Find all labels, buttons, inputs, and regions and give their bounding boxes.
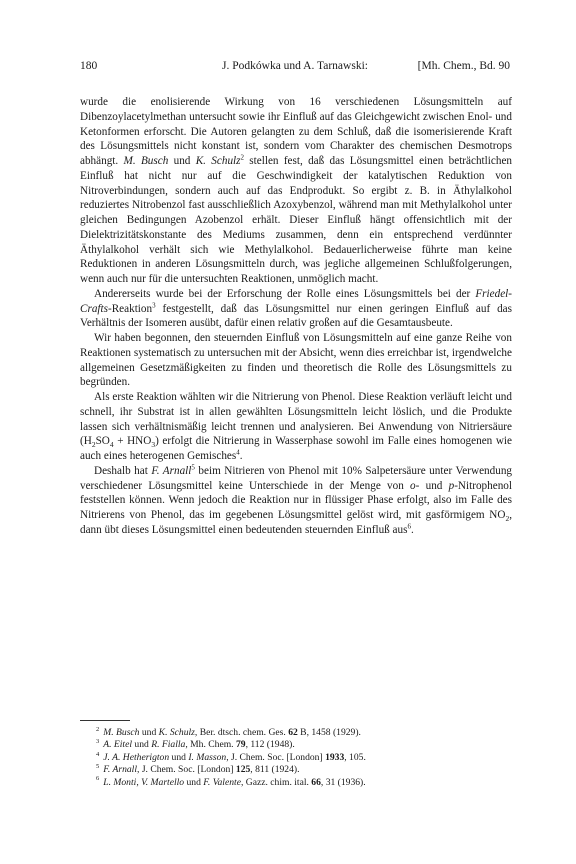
footnote [96,752,512,764]
text-run: , Gazz. chim. ital. [240,776,312,788]
text-run: Andererseits wurde bei der Erforschung der Rolle eines Lösungsmittels bei der [94,287,476,300]
header-authors: J. Podkówka und A. Tarnawski: [222,60,368,72]
text-run: ) erfolgt die Nitrierung in Wasserphase sowohl im Falle eines homogenen wie auch eines heterogenen Gemisches [80,435,512,462]
text-run: 79 [235,739,246,751]
text-run: 66 [311,776,321,788]
text-run: K. Schulz [158,727,195,738]
text-run: A. Eitel [103,739,133,751]
text-run: und [169,751,189,763]
footnote-number: 6 [96,775,100,783]
text-run: . [410,523,414,536]
subscript: 4 [109,440,114,450]
running-header [80,60,510,76]
footnote-number: 5 [96,763,100,771]
text-run: M. Busch [123,155,169,167]
text-run: F. Arnall [103,764,138,776]
text-run: + HNO [113,435,152,448]
text-run: , J. Chem. Soc. [London] [226,751,326,763]
text-run: Wir haben begonnen, den steuernden Einfluß von Lösungsmitteln auf eine ganze Reihe von Reaktionen systematisch zu untersuchen mit der Absicht, wenn dies erreichbar ist, irgendwelche allgemeinen Gesetzmäßigkeiten zu finden und theoretisch die Rolle des Lösungsmittels zu begründen. [80,332,512,389]
footnotes [96,727,512,789]
footnote-rule [80,720,130,721]
text-run: wurde die enolisierende Wirkung von 16 verschiedenen Lösungsmitteln auf Dibenzoylacetylmethan untersucht sowie ihr Einfluß auf das Gleichgewicht zwischen Enol- und Ketonformen erforscht. Die Autoren gelangten zu dem Schluß, daß die isomerisierende Kraft des Lösungsmittels nicht konstant ist, sondern vom Charakter des chemischen Desmotrops abhängt. [80,96,512,167]
paragraph [80,95,512,287]
text-run: stellen fest, daß das Lösungsmittel einen beträchtlichen Einfluß hat nicht nur auf die Geschwindigkeit der katalytischen Reduktion von Nitroverbindungen, sondern auch auf das Endprodukt. So ergibt z. B. in Äthylalkohol reduziertes Nitrobenzol fast ausschließlich Azoxybenzol, während man mit Methylalkohol unter gleichen Bedingungen Azobenzol erhält. Dieser Einfluß hängt offensichtlich mit der Dielektrizitätskonstante des Mediums zusammen, denn ein entsprechend verdünnter Äthylalkohol verhält sich wie Methylalkohol. Bedauerlicherweise führte man keine Reduktionen in anderen Lösungsmitteln durch, was jegliche allgemeinen Schlußfolgerungen, wenn auch nur für die untersuchten Reaktionen, unmöglich macht. [80,155,513,285]
text-run: I. Masson [188,751,227,763]
text-run: und [184,776,204,788]
text-run: , 112 (1948). [245,739,295,751]
text-run: , Mh. Chem. [185,739,236,751]
text-run: Friedel-Crafts [80,287,512,315]
footnote-number: 3 [96,738,100,746]
page-number: 180 [80,60,98,72]
text-run: R. Fialla [151,739,186,751]
footnote-ref: 3 [152,300,156,309]
text-run: , 31 (1936). [320,776,366,788]
text-run: - und [415,479,449,492]
footnote-number: 2 [96,725,100,733]
footnote-ref: 5 [191,463,195,472]
footnote-ref: 6 [407,522,411,531]
text-run: und [168,155,196,167]
paragraph [80,331,512,390]
text-run: 62 [288,727,298,738]
paragraph [80,287,512,331]
footnote [96,777,512,789]
footnote-ref: 2 [240,153,244,162]
footnote [96,764,512,776]
text-run: F. Valente [203,776,241,788]
footnote [96,727,512,739]
text-run: , 105. [344,751,366,763]
text-run: 1933 [325,751,345,763]
text-run: 125 [235,764,251,776]
paragraph [80,390,512,464]
text-run: , 811 (1924). [250,764,300,776]
text-run: und [139,727,159,738]
footnote-number: 4 [96,750,100,758]
text-run: Als erste Reaktion wählten wir die Nitrierung von Phenol. Diese Reaktion verläuft leicht und schnell, ihr Substrat ist in allen gewählten Lösungsmitteln leicht löslich, und die Produkte lassen sich verhältnismäßig leicht trennen und analysieren. Bei Anwendung von Nitriersäure (H [80,391,512,448]
subscript: 2 [505,514,510,524]
paragraph [80,464,512,538]
body-text [80,95,512,538]
text-run: M. Busch [103,727,140,738]
text-run: , Ber. dtsch. chem. Ges. [194,727,289,738]
text-run: , J. Chem. Soc. [London] [137,764,236,776]
text-run: J. A. Hetherigton [103,751,170,763]
text-run: beim Nitrieren von Phenol mit 10% Salpetersäure unter Verwendung verschiedener Lösungsmittel keine Unterschiede in der Menge von [80,464,513,492]
footnote [96,739,512,751]
text-run: Deshalb hat [94,464,152,477]
text-run: , dann übt dieses Lösungsmittel einen bedeutenden steuernden Einfluß aus [80,509,512,536]
footnote-ref: 4 [236,448,240,457]
text-run: SO [95,435,110,448]
text-run: und [132,739,152,751]
text-run: L. Monti [103,776,137,788]
text-run: -Nitrophenol feststellen können. Wenn jedoch die Reaktion nur in flüssiger Phase erfolgt, also im Falle des Nitrierens von Phenol, das im gegebenen Lösungsmittel gelöst wird, mit gasförmigem NO [80,479,512,521]
text-run: V. Martello [141,776,185,788]
text-run: K. Schulz [195,155,241,167]
text-run: -Reaktion [107,302,153,315]
subscript: 2 [91,440,96,450]
text-run: p [448,479,455,492]
text-run: , [136,776,142,788]
text-run: festgestellt, daß das Lösungsmittel nur einen geringen Einfluß auf das Verhältnis der Isomeren ausübt, dafür einen relativ großen auf die Gesamtausbeute. [80,302,512,330]
text-run: . [239,450,243,462]
text-run: F. Arnall [151,464,192,477]
header-journal: [Mh. Chem., Bd. 90 [417,60,510,72]
text-run: o [410,479,416,492]
subscript: 3 [151,440,156,450]
text-run: B, 1458 (1929). [297,727,361,738]
